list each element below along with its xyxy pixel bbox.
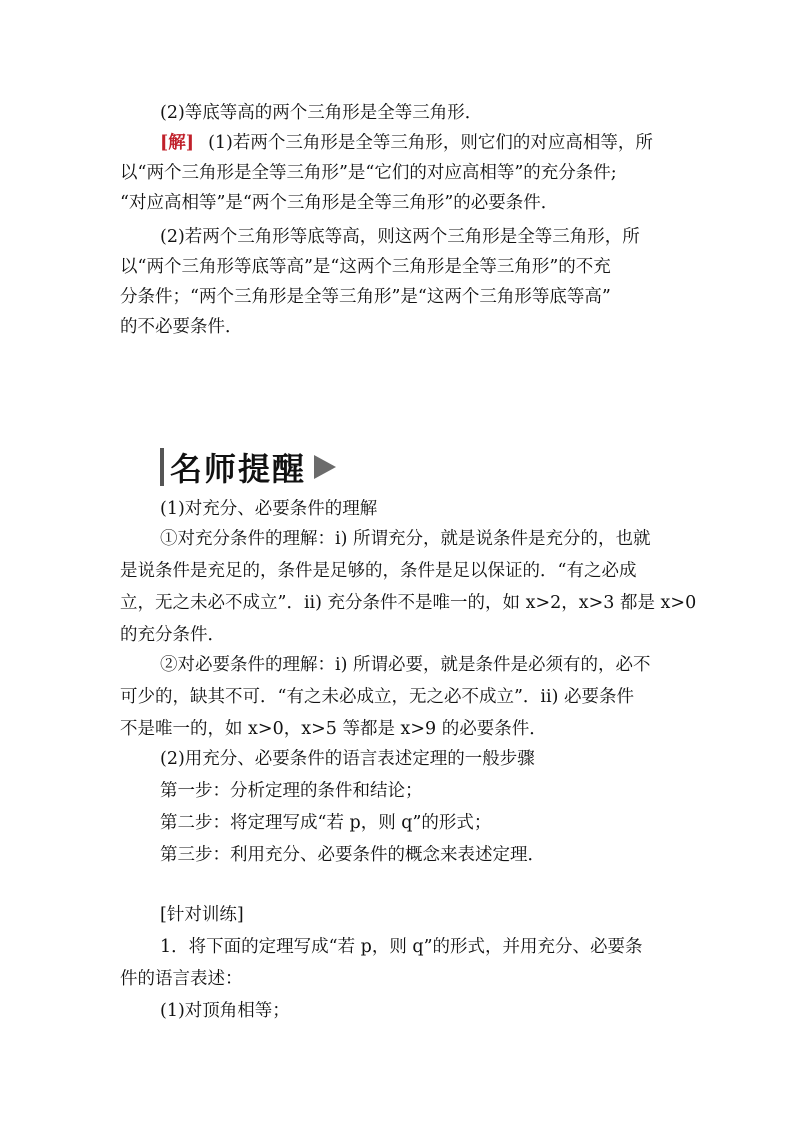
section-header: [160, 446, 336, 488]
answer-1-text: (1)若两个三角形是全等三角形，则它们的对应高相等，所: [208, 133, 653, 153]
answer-1-line-1: [160, 128, 680, 158]
training-title: [针对训练]: [160, 905, 244, 925]
tip-heading-2: (2)用充分、必要条件的语言表述定理的一般步骤: [160, 749, 535, 769]
answer-2-line-4: 的不必要条件．: [120, 317, 243, 337]
sufficient-line-1: ①对充分条件的理解：i) 所谓充分，就是说条件是充分的，也就: [160, 529, 651, 549]
sufficient-line-3: 立，无之未必不成立”．ii) 充分条件不是唯一的，如 x>2，x>3 都是 x>0: [120, 593, 697, 613]
triangle-right-icon: [314, 455, 336, 479]
answer-2-line-2: 以“两个三角形等底等高”是“这两个三角形是全等三角形”的不充: [120, 257, 611, 277]
necessary-line-1: ②对必要条件的理解：i) 所谓必要，就是条件是必须有的，必不: [160, 655, 651, 675]
sufficient-line-2: 是说条件是充足的，条件是足够的，条件是足以保证的．“有之必成: [120, 561, 637, 581]
answer-1-line-2: 以“两个三角形是全等三角形”是“它们的对应高相等”的充分条件;: [120, 163, 617, 183]
step-2: 第二步：将定理写成“若 p，则 q”的形式；: [160, 813, 492, 833]
answer-2-line-1: (2)若两个三角形等底等高，则这两个三角形是全等三角形，所: [160, 227, 640, 247]
sufficient-line-4: 的充分条件．: [120, 625, 225, 645]
question-2-line: (2)等底等高的两个三角形是全等三角形．: [160, 103, 483, 123]
header-bar: [160, 448, 164, 486]
tip-heading-1: (1)对充分、必要条件的理解: [160, 499, 378, 519]
answer-2-line-3: 分条件；“两个三角形是全等三角形”是“这两个三角形等底等高”: [120, 287, 611, 307]
answer-tag: [解]: [160, 133, 195, 153]
step-1: 第一步：分析定理的条件和结论；: [160, 781, 423, 801]
necessary-line-2: 可少的，缺其不可．“有之未必成立，无之必不成立”．ii) 必要条件: [120, 687, 634, 707]
step-3: 第三步：利用充分、必要条件的概念来表述定理．: [160, 845, 545, 865]
section-title: 名师提醒: [170, 450, 307, 488]
exercise-1-line-1: 1．将下面的定理写成“若 p，则 q”的形式，并用充分、必要条: [160, 937, 643, 957]
exercise-1-line-2: 件的语言表述：: [120, 969, 243, 989]
answer-1-line-3: “对应高相等”是“两个三角形是全等三角形”的必要条件．: [120, 193, 559, 213]
necessary-line-3: 不是唯一的，如 x>0，x>5 等都是 x>9 的必要条件．: [120, 719, 547, 739]
exercise-1-sub-1: (1)对顶角相等；: [160, 1001, 290, 1021]
